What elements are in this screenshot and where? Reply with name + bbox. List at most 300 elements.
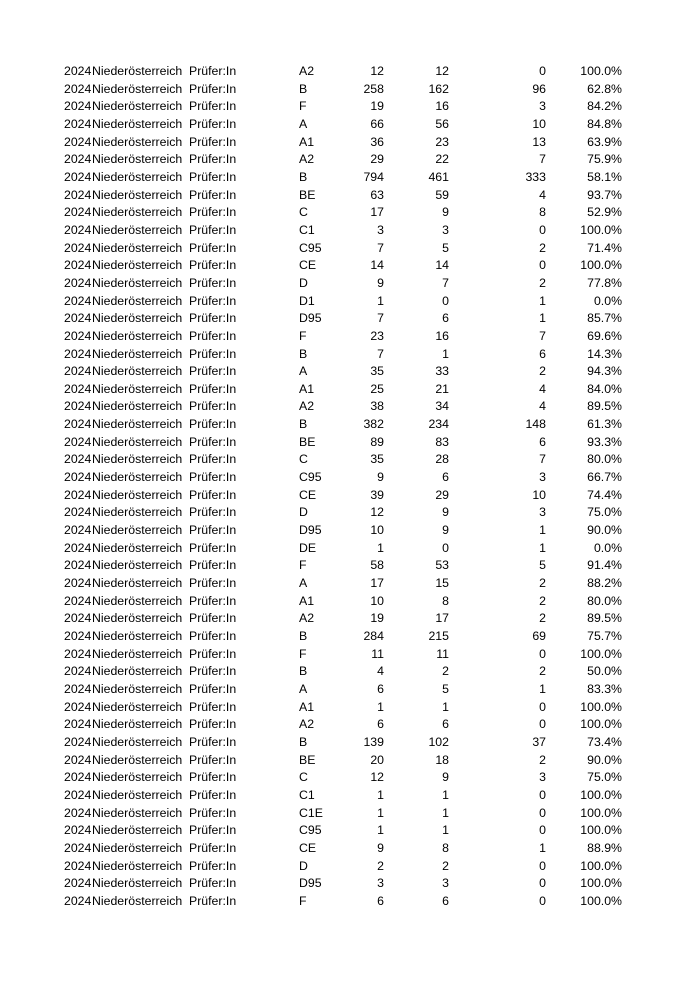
table-row [0,557,700,575]
cell-license-class: A1 [299,381,315,396]
cell-total: 6 [377,717,384,732]
cell-year: 2024 [64,681,92,696]
table-row [0,716,700,734]
cell-region: Niederösterreich [92,258,183,273]
cell-passed: 23 [435,134,449,149]
cell-license-class: B [299,417,308,432]
cell-pass-rate: 50.0% [587,664,622,679]
cell-pass-rate: 62.8% [587,81,622,96]
cell-year: 2024 [64,346,92,361]
cell-pass-rate: 88.9% [587,840,622,855]
cell-failed: 13 [532,134,546,149]
table-row [0,575,700,593]
cell-total: 12 [370,64,384,78]
cell-license-class: F [299,99,307,114]
cell-failed: 7 [539,152,546,167]
cell-pass-rate: 58.1% [587,169,622,184]
cell-role: Prüfer:In [189,558,237,573]
cell-year: 2024 [64,187,92,202]
cell-passed: 2 [442,858,449,873]
cell-pass-rate: 83.3% [587,681,622,696]
cell-license-class: A [299,576,308,591]
cell-passed: 18 [435,752,449,767]
cell-year: 2024 [64,99,92,114]
cell-region: Niederösterreich [92,434,183,449]
cell-failed: 1 [539,840,546,855]
cell-passed: 16 [435,99,449,114]
cell-year: 2024 [64,646,92,661]
table-row [0,187,700,205]
cell-year: 2024 [64,629,92,643]
cell-failed: 0 [539,64,546,78]
cell-total: 1 [377,293,384,308]
cell-region: Niederösterreich [92,64,183,78]
table-row [0,451,700,469]
cell-total: 139 [363,734,384,749]
table-row [0,628,700,646]
cell-failed: 2 [539,664,546,679]
cell-license-class: A2 [299,152,315,167]
cell-role: Prüfer:In [189,876,237,891]
cell-pass-rate: 80.0% [587,593,622,608]
cell-year: 2024 [64,523,92,538]
cell-total: 9 [377,470,384,485]
cell-year: 2024 [64,452,92,467]
cell-role: Prüfer:In [189,381,237,396]
cell-year: 2024 [64,364,92,379]
cell-region: Niederösterreich [92,805,183,820]
cell-license-class: F [299,558,307,573]
cell-passed: 29 [435,487,449,502]
cell-passed: 9 [442,205,449,220]
cell-failed: 1 [539,311,546,326]
cell-year: 2024 [64,752,92,767]
cell-pass-rate: 88.2% [587,576,622,591]
cell-license-class: BE [299,434,316,449]
table-row [0,293,700,311]
table-row [0,275,700,293]
cell-license-class: B [299,169,308,184]
cell-license-class: CE [299,840,317,855]
cell-passed: 34 [435,399,449,414]
cell-failed: 7 [539,452,546,467]
cell-role: Prüfer:In [189,169,237,184]
cell-region: Niederösterreich [92,134,183,149]
cell-region: Niederösterreich [92,328,183,343]
cell-pass-rate: 91.4% [587,558,622,573]
cell-role: Prüfer:In [189,346,237,361]
cell-year: 2024 [64,293,92,308]
cell-total: 7 [377,346,384,361]
cell-role: Prüfer:In [189,858,237,873]
cell-license-class: BE [299,752,316,767]
cell-pass-rate: 100.0% [580,699,622,714]
cell-total: 35 [370,364,384,379]
cell-role: Prüfer:In [189,893,237,908]
cell-region: Niederösterreich [92,611,183,626]
cell-passed: 1 [442,805,449,820]
cell-total: 39 [370,487,384,502]
cell-pass-rate: 0.0% [593,293,622,308]
table-row [0,540,700,558]
cell-region: Niederösterreich [92,752,183,767]
cell-failed: 3 [539,505,546,520]
cell-pass-rate: 74.4% [587,487,622,502]
cell-passed: 14 [435,258,449,273]
cell-failed: 2 [539,752,546,767]
cell-region: Niederösterreich [92,169,183,184]
cell-failed: 333 [525,169,546,184]
cell-total: 89 [370,434,384,449]
table-row [0,840,700,858]
cell-region: Niederösterreich [92,664,183,679]
cell-total: 23 [370,328,384,343]
cell-role: Prüfer:In [189,275,237,290]
cell-pass-rate: 100.0% [580,787,622,802]
cell-year: 2024 [64,116,92,131]
data-table [0,63,700,911]
cell-role: Prüfer:In [189,222,237,237]
cell-license-class: A1 [299,134,315,149]
cell-total: 14 [370,258,384,273]
cell-year: 2024 [64,787,92,802]
table-row [0,434,700,452]
cell-failed: 0 [539,876,546,891]
cell-year: 2024 [64,328,92,343]
cell-passed: 0 [442,540,449,555]
cell-pass-rate: 90.0% [587,523,622,538]
cell-passed: 22 [435,152,449,167]
cell-pass-rate: 100.0% [580,823,622,838]
cell-pass-rate: 0.0% [593,540,622,555]
cell-region: Niederösterreich [92,116,183,131]
cell-role: Prüfer:In [189,293,237,308]
cell-failed: 0 [539,717,546,732]
cell-license-class: A [299,116,308,131]
cell-pass-rate: 84.2% [587,99,622,114]
cell-total: 6 [377,681,384,696]
cell-year: 2024 [64,576,92,591]
cell-year: 2024 [64,876,92,891]
cell-failed: 0 [539,805,546,820]
cell-role: Prüfer:In [189,805,237,820]
cell-failed: 4 [539,381,546,396]
cell-license-class: F [299,328,307,343]
cell-license-class: C [299,770,308,785]
table-row [0,752,700,770]
cell-license-class: D95 [299,876,322,891]
cell-region: Niederösterreich [92,205,183,220]
cell-license-class: C95 [299,470,322,485]
cell-passed: 6 [442,470,449,485]
cell-passed: 2 [442,664,449,679]
cell-role: Prüfer:In [189,417,237,432]
cell-region: Niederösterreich [92,540,183,555]
table-row [0,858,700,876]
table-row [0,769,700,787]
cell-passed: 5 [442,681,449,696]
cell-role: Prüfer:In [189,399,237,414]
cell-passed: 12 [435,64,449,78]
cell-license-class: A2 [299,717,315,732]
cell-region: Niederösterreich [92,734,183,749]
cell-license-class: DE [299,540,317,555]
cell-total: 63 [370,187,384,202]
cell-total: 38 [370,399,384,414]
cell-region: Niederösterreich [92,187,183,202]
cell-total: 58 [370,558,384,573]
cell-year: 2024 [64,734,92,749]
cell-role: Prüfer:In [189,328,237,343]
cell-failed: 8 [539,205,546,220]
cell-region: Niederösterreich [92,558,183,573]
cell-total: 17 [370,576,384,591]
cell-total: 6 [377,893,384,908]
cell-region: Niederösterreich [92,876,183,891]
cell-passed: 59 [435,187,449,202]
cell-license-class: C1E [299,805,323,820]
cell-total: 1 [377,787,384,802]
cell-pass-rate: 14.3% [587,346,622,361]
cell-license-class: C95 [299,240,322,255]
cell-total: 19 [370,611,384,626]
cell-year: 2024 [64,240,92,255]
cell-passed: 9 [442,505,449,520]
cell-role: Prüfer:In [189,205,237,220]
cell-license-class: C [299,205,308,220]
cell-year: 2024 [64,64,92,78]
cell-region: Niederösterreich [92,470,183,485]
cell-license-class: D95 [299,523,322,538]
cell-year: 2024 [64,417,92,432]
table-row [0,310,700,328]
cell-role: Prüfer:In [189,364,237,379]
cell-failed: 3 [539,770,546,785]
cell-pass-rate: 77.8% [587,275,622,290]
cell-year: 2024 [64,152,92,167]
cell-role: Prüfer:In [189,240,237,255]
cell-failed: 2 [539,611,546,626]
table-row [0,504,700,522]
table-row [0,151,700,169]
cell-role: Prüfer:In [189,487,237,502]
cell-role: Prüfer:In [189,734,237,749]
table-row [0,734,700,752]
cell-pass-rate: 66.7% [587,470,622,485]
cell-year: 2024 [64,205,92,220]
table-row [0,116,700,134]
cell-year: 2024 [64,611,92,626]
cell-total: 12 [370,770,384,785]
cell-role: Prüfer:In [189,470,237,485]
cell-role: Prüfer:In [189,840,237,855]
table-row [0,240,700,258]
cell-passed: 16 [435,328,449,343]
cell-pass-rate: 89.5% [587,399,622,414]
cell-total: 258 [363,81,384,96]
cell-year: 2024 [64,540,92,555]
table-row [0,328,700,346]
cell-total: 1 [377,699,384,714]
cell-total: 25 [370,381,384,396]
cell-region: Niederösterreich [92,487,183,502]
cell-role: Prüfer:In [189,540,237,555]
cell-pass-rate: 73.4% [587,734,622,749]
cell-passed: 8 [442,840,449,855]
cell-passed: 234 [428,417,449,432]
cell-role: Prüfer:In [189,752,237,767]
cell-license-class: C [299,452,308,467]
cell-failed: 1 [539,293,546,308]
cell-role: Prüfer:In [189,116,237,131]
cell-total: 36 [370,134,384,149]
cell-license-class: A [299,681,308,696]
cell-role: Prüfer:In [189,434,237,449]
cell-total: 4 [377,664,384,679]
cell-pass-rate: 100.0% [580,64,622,78]
cell-passed: 83 [435,434,449,449]
table-row [0,646,700,664]
cell-region: Niederösterreich [92,381,183,396]
cell-role: Prüfer:In [189,523,237,538]
table-row [0,787,700,805]
cell-year: 2024 [64,593,92,608]
table-row [0,805,700,823]
cell-failed: 3 [539,470,546,485]
cell-region: Niederösterreich [92,293,183,308]
cell-total: 9 [377,275,384,290]
cell-license-class: A2 [299,399,315,414]
table-row [0,257,700,275]
cell-pass-rate: 63.9% [587,134,622,149]
cell-failed: 69 [532,629,546,643]
cell-region: Niederösterreich [92,593,183,608]
cell-role: Prüfer:In [189,81,237,96]
cell-year: 2024 [64,664,92,679]
cell-region: Niederösterreich [92,699,183,714]
cell-passed: 11 [436,646,449,661]
cell-pass-rate: 69.6% [587,328,622,343]
cell-region: Niederösterreich [92,840,183,855]
cell-year: 2024 [64,434,92,449]
cell-region: Niederösterreich [92,311,183,326]
cell-pass-rate: 100.0% [580,222,622,237]
cell-year: 2024 [64,381,92,396]
cell-pass-rate: 93.7% [587,187,622,202]
cell-total: 19 [370,99,384,114]
table-row [0,416,700,434]
cell-license-class: C1 [299,222,315,237]
cell-passed: 28 [435,452,449,467]
table-row [0,593,700,611]
cell-role: Prüfer:In [189,452,237,467]
cell-pass-rate: 75.7% [587,629,622,643]
cell-region: Niederösterreich [92,240,183,255]
cell-pass-rate: 100.0% [580,258,622,273]
cell-failed: 4 [539,187,546,202]
cell-pass-rate: 100.0% [580,717,622,732]
cell-year: 2024 [64,717,92,732]
cell-role: Prüfer:In [189,134,237,149]
cell-region: Niederösterreich [92,576,183,591]
cell-license-class: A1 [299,699,315,714]
cell-pass-rate: 75.0% [587,770,622,785]
cell-license-class: CE [299,258,317,273]
cell-role: Prüfer:In [189,311,237,326]
cell-total: 1 [377,805,384,820]
cell-total: 29 [370,152,384,167]
cell-passed: 9 [442,770,449,785]
cell-region: Niederösterreich [92,505,183,520]
cell-total: 10 [370,593,384,608]
cell-year: 2024 [64,858,92,873]
cell-passed: 3 [442,876,449,891]
cell-failed: 2 [539,576,546,591]
cell-region: Niederösterreich [92,823,183,838]
cell-pass-rate: 61.3% [587,417,622,432]
table-row [0,98,700,116]
cell-passed: 9 [442,523,449,538]
cell-total: 3 [377,222,384,237]
cell-failed: 1 [539,540,546,555]
cell-passed: 1 [442,823,449,838]
cell-passed: 1 [442,787,449,802]
cell-role: Prüfer:In [189,681,237,696]
cell-region: Niederösterreich [92,399,183,414]
cell-year: 2024 [64,487,92,502]
cell-failed: 0 [539,823,546,838]
cell-region: Niederösterreich [92,717,183,732]
cell-failed: 6 [539,434,546,449]
cell-region: Niederösterreich [92,275,183,290]
cell-passed: 8 [442,593,449,608]
cell-license-class: D [299,505,308,520]
cell-failed: 4 [539,399,546,414]
cell-year: 2024 [64,505,92,520]
cell-region: Niederösterreich [92,452,183,467]
cell-passed: 0 [442,293,449,308]
cell-role: Prüfer:In [189,770,237,785]
cell-license-class: BE [299,187,316,202]
cell-region: Niederösterreich [92,222,183,237]
cell-total: 35 [370,452,384,467]
cell-year: 2024 [64,134,92,149]
cell-role: Prüfer:In [189,664,237,679]
cell-passed: 6 [442,311,449,326]
cell-year: 2024 [64,840,92,855]
cell-failed: 96 [532,81,546,96]
table-row [0,893,700,911]
cell-license-class: D1 [299,293,315,308]
cell-failed: 6 [539,346,546,361]
cell-failed: 37 [532,734,546,749]
table-row [0,469,700,487]
cell-passed: 15 [435,576,449,591]
cell-total: 284 [363,629,384,643]
cell-pass-rate: 75.0% [587,505,622,520]
cell-pass-rate: 52.9% [587,205,622,220]
cell-role: Prüfer:In [189,611,237,626]
cell-pass-rate: 80.0% [587,452,622,467]
cell-total: 2 [377,858,384,873]
cell-failed: 10 [532,116,546,131]
table-row [0,81,700,99]
cell-passed: 215 [428,629,449,643]
cell-passed: 53 [435,558,449,573]
cell-license-class: B [299,346,308,361]
cell-pass-rate: 85.7% [587,311,622,326]
cell-passed: 3 [442,222,449,237]
